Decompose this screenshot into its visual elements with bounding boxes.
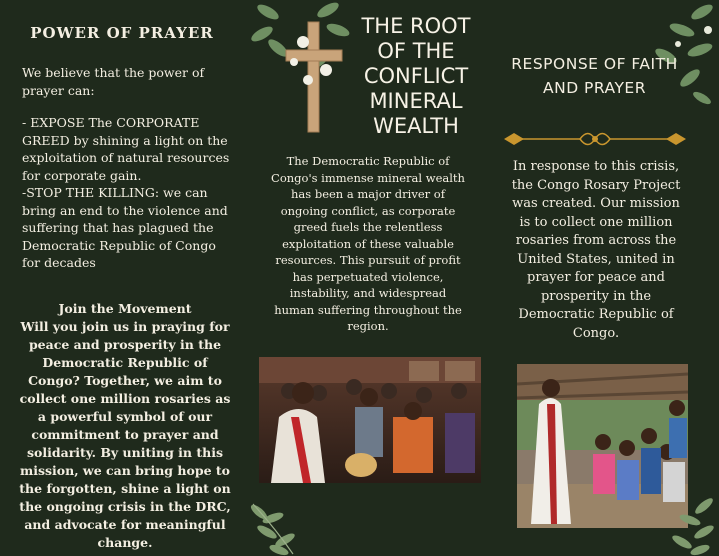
congo-gathering-photo	[259, 357, 481, 483]
cross-with-flowers-icon	[248, 0, 353, 135]
response-of-faith-body: In response to this crisis, the Congo Rosary Project was created. Our mission is to collect one million rosaries from across the United States, united in prayer for peace and prosperity in the Democratic Republic of Congo.	[511, 159, 681, 341]
response-of-faith-title: RESPONSE OF FAITH AND PRAYER	[511, 55, 678, 97]
leaf-sprig-bottom-left	[245, 498, 305, 556]
power-of-prayer-heading: POWER OF PRAYER	[30, 24, 214, 42]
root-of-conflict-title: THE ROOT OF THE CONFLICT MINERAL WEALTH	[361, 14, 471, 138]
leaf-sprig-bottom-right	[660, 492, 719, 556]
ornament-divider-icon	[500, 126, 690, 152]
root-of-conflict-body: The Democratic Republic of Congo's immense mineral wealth has been a major driver of ongoing conflict, as corporate greed fuels the relentless exploitation of these valuable resources. This pursuit of profit has perpetuated violence, instability, and widespread human suffering throughout the region.	[271, 154, 465, 333]
prayer-intro: We believe that the power of prayer can:	[22, 65, 205, 98]
join-movement-title: Join the Movement	[58, 301, 192, 316]
join-movement-block	[16, 300, 234, 552]
join-movement-text: Will you join us in praying for peace and prosperity in the Democratic Republic of Congo? Together, we aim to collect one million rosaries as a powerful symbol of our commitment to prayer and solidarity. By uniting in this mission, we can bring hope to the forgotten, shine a light on the ongoing crisis in the DRC, and advocate for meaningful change.	[19, 319, 231, 550]
prayer-points: - EXPOSE The CORPORATE GREED by shining a light on the exploitation of natural resources for corporate gain. -STOP THE KILLING: we can bring an end to the violence and suffering that has plagued the Democratic Republic of Congo for decades	[22, 115, 230, 270]
